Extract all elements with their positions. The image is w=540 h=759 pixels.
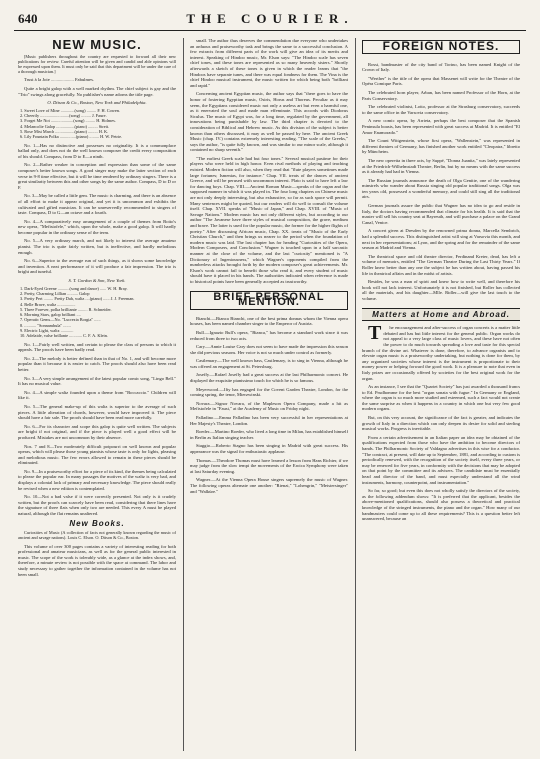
column-rule: [355, 38, 356, 751]
paragraph: No. 4—A simple waltz founded upon a theme from "Boccaccio." Children will like it.: [18, 389, 176, 401]
list-item: 9. Electric Light, waltz ............: [20, 328, 74, 333]
list-item: 4. Melancolie Galop .................(piano) ......... Streit.: [20, 123, 110, 129]
mention-item: Castlemary.—The well known bass, Castlemary, is to sing in Vienna, although he was offered an engagement at St. Petersburg.: [190, 358, 348, 369]
note-item: The theatrical space and old theatre director, Ferdinand Kreier, dead, has left a volume of memoirs, entitled "The German Theatre During the Last Thirty Years." If Roller knew better than any one the subject he has written about, having passed his life in theatrical affairs and in the midst of artists.: [362, 253, 520, 276]
paragraph: No. 1—Has no distinctive and possesses no originality. It is a commonplace ballad only, and does not do the well known composer the credit every composition of his should. Compass, from D to E—a ninth.: [18, 142, 176, 159]
paragraph: Nos. 7 and 8—Two moderately difficult potpourri on well known and popular operas, which will please those young pianists whose taste is only for lights, pleasing and melodious music. The few errors allowed to remain in these pieces should be eliminated.: [18, 443, 176, 466]
music-list: [20, 108, 176, 140]
paragraph: No. 10—Not a bad valse if it were correctly presented. Not only is it crudely written, but the proofs can scarcely have been read, considering that there lines have the signature of three flats when only two are needed. This every A must be played natural, although the flat remains unaltered.: [18, 494, 176, 517]
mention-item: Joseffy.—Rafael Joseffy had a great success at the last Philharmonic concert. He displayed the exquisite pianissimo touch for which he is so famous.: [190, 372, 348, 384]
note-item: Rossi, bandmaster of the city band of Torino, has been named Knight of the Crown of Italy.: [362, 61, 520, 73]
paragraph: But, on this very account, the significance of the fact is greater, and indicates the growth of Italy in a direction which can only deepen its desire for solid and sterling musical works. Progress is inevitable.: [362, 415, 520, 432]
paragraph: No. 5—A very ordinary march, and not likely to interest the average amateur pianist. The trio is quite fairly written, but is ineffective, and hardly melodious enough.: [18, 238, 176, 255]
mention-item: Meyerwood.—Ifty has engaged for the Covent Garden Theatre, London, for the coming spring, the tenor, Mierzwinski.: [190, 386, 348, 398]
editor-note: [Music publishers throughout the country are requested to forward all their new publications for review. Careful attention will be given and candid and able opinions will be expressed upon them. It must only be said that this department will be under the care of a thorough musician.]: [18, 53, 176, 75]
paragraph: No. 3—May be called a little gem. The music is charming, and there is an absence of all effort to make it appear original, and yet it is uncommon and exhibits the cultivated and gifted musician. It can be unreservedly recommended to singers of taste. Compass, D to G—an octave and a fourth.: [18, 193, 176, 216]
page-number: 640: [18, 11, 38, 26]
paragraph: No. 3—A very simple arrangement of the latest popular comic song, "Lingo Bell." It has no musical value.: [18, 375, 176, 387]
list-item: 3. Pretty Pert ......... Pretty Dah, waltz ....(piano) ...... J. J. Freeman.: [20, 296, 135, 302]
paragraph: [362, 322, 520, 381]
paragraph: No. 5—The general make-up of this waltz is superior to the average of such pieces. A little alteration of chords, however, would have improved it. The piece should have a fair sale. The proofs should have been read more carefully.: [18, 403, 176, 421]
column-3: [362, 38, 520, 751]
mention-item: Staggio.—Roberto Stagno has been singing in Madrid with great success. His appearance was the signal for enthusiastic applause.: [190, 443, 348, 454]
list-item: 7. Operatic Gems—No. "Lucrezia Borgia" ......: [20, 317, 101, 323]
book-citation: Curiosities of Music (A collection of facts not generally known regarding the music of ancient and savage nations). Louis C. Elson. O. Ditson & Co., Boston.: [18, 530, 176, 541]
paragraph: No. 6—For its character and scope this galop is quite well written. The subjects are bright if not original, and if the piece is played well a good effect will be produced. Mistakes are not uncommon by their absence.: [18, 423, 176, 440]
paragraph: small. The author thus deserves the commendation due everyone who undertakes an arduous and praiseworthy task and brings the same to a successful conclusion. A few extracts from different parts of the work will give an idea of its merits and interest. Speaking of Hindoo music, Mr. Elson says: "The Hindoo scale has seven chief tones, and these tones are represented as so many heavenly sisters." Shortly afterwards a sketch of these tones is given in which the reader learns that "the Hindoos have separate tunes, and there was equal fondness for them. The Vina is the chief Hindoo musical instrument, the music written for which being both "brilliant and rapid.": [190, 38, 348, 88]
list-item: 2. Pretty, Charming Lillian .......... Galop: [20, 290, 90, 296]
paragraph: No. 9—In a praiseworthy effort for a piece of its kind, the themes being calculated to please the popular ear. In many passages the motives of the waltz is very bad, and displays a colonial lack of primary and necessary knowledge. The piece should really be revised when a new edition is contemplated.: [18, 468, 176, 491]
masthead: THE COURIER.: [186, 11, 354, 26]
music-list: [20, 286, 176, 339]
list-item: 2. Cheerily ...........................(song) ......... J. Faure.: [20, 113, 107, 119]
paragraph: So far, so good; but even this does not wholly satisfy the directors of the society, as the following addendum shows: "It is preferred that the applicant, besides the above-mentioned qualifications, should also possess a theoretical and practical knowledge of the stringed instruments, the piano and the organ." How many of our bandmasters could come up to all these requirements? This is a question better left unanswered, because an: [362, 488, 520, 522]
list-item: 3. Forget Me Not .....................(song) ......... H. Holmes.: [20, 118, 116, 124]
list-item: 4. Belle Brave, waltz .................: [20, 301, 76, 307]
paragraph: This volume of over 300 pages contains a variety of interesting reading for both professional and amateur musicians, as well as for the general public interested in music. The scope of the work is tolerably wide, as a glance at the index shows, and, therefore, a minute review is not possible with the space at command. The labor and study necessary to gather together the information contained in the volume has not been small.: [18, 543, 176, 577]
note-item: The new operetta in three acts, by Suppé, "Donna Juanita," was lately represented at the Friedrich-Wilhelmstadt Theatre, Berlin, but by no means with the same success as it already had had in Vienna.: [362, 157, 520, 175]
note-item: German journals assure the public that Wagner has no idea to go and reside in Italy, the doctors having recommended that climate for his health. It is said that the master will sell his country seat at Bayreuth, and will purchase a palace on the Grand Canal, Venice.: [362, 203, 520, 225]
list-item: 6. Lily Fountain Polka ...............(piano) ......... H. W. Petrie.: [20, 134, 123, 140]
note-item: The Count Wittgenstein, whose first opera, "Wallenstein," was represented in different theatres of Germany, has finished another work entitled "Cleopatra," libretto by Müncheim.: [362, 138, 520, 155]
note-item: The celebrated horn player, Arban, has been named Professor of the Horn, at the Paris Conservatory.: [362, 89, 520, 101]
column-2: [190, 38, 348, 751]
mention-item: Bull.—Ignazio Bull's opera, "Bianca," has become a standard work since it was reduced from three to two acts.: [190, 329, 348, 341]
new-music-heading: NEW MUSIC.: [52, 38, 142, 52]
note-item: The Russian journals announce the death of Olga Genitte, one of the wandering minstrels who wander about Russia singing old popular traditional songs. Olga was ten years old, possessed a wonderful memory, and could still sing all the traditional airs.: [362, 177, 520, 200]
mention-item: Roeder.—Martino Roeder, who lived a long time in Milan, has established himself in Berlin as Italian singing teacher.: [190, 429, 348, 440]
list-item: 1. Dark-Eyed Greene ...........(song and dance) ...... W. H. Bray.: [20, 285, 128, 291]
paragraph: No. 2—The melody is better defined than in that of No. 1, and will become more popular than it because it is easier to catch. The proofs should also have been read better.: [18, 355, 176, 372]
personal-mention-heading: BRIEF PERSONAL MENTION.: [190, 291, 348, 310]
new-books-heading: New Books.: [69, 518, 125, 528]
publisher-heading: O. Ditson & Co., Boston, New York and Philadelphia.: [47, 100, 147, 106]
mention-item: Novara.—Signor Novara, of the Mapleson Opera Company, made a hit as Mefistofele in "Faust," at the Academy of Music on Friday night.: [190, 400, 348, 412]
list-item: 5. Three Forever, polka brilliante ......... R. Schneider.: [20, 306, 112, 312]
paragraph: No. 6—Superior to the average run of such things, as it shows some knowledge and invention. A neat performance of it will produce a fair impression. The trio is bright and tuneful.: [18, 258, 176, 275]
mention-item: Thomas.—Theodore Thomas must have learned a lesson from Hans Richter, if we may judge from the slow tempi the movements of the Eroica Symphony were taken at last Saturday evening.: [190, 457, 348, 474]
foreign-notes-heading: FOREIGN NOTES.: [362, 40, 520, 54]
page-header: [14, 8, 526, 31]
paragraph: "The earliest Greek scale had but four tones." Several musical pastime for their players who were held in high honor. Even rival methods of playing and teaching existed. Modern fiction will also, when they read that "flute players sometimes made large fortunes; Ismenias, for instance." Chap. VII. treats of the dances of ancient Greece, and will be perused with uncommon interest. Plato is said to have left a law for dancing boys. Chap. VIII.—Ancient Roman Music—speaks of the organ and the supposed manner in which it was played in. The four long chapters on Chinese music are not only deeply interesting, but also exhaustive, so far as such space will permit. Many sentences might be quoted, but our readers will do well to consult the volume itself. Chap. XVII. speaks of "Music of Japan," and Chap. XVIII. of "Music of Savage Nations." Modern music has not only different styles, but according to our author "The Javanese have three styles of musical composition, the grave, medium and brave. The latter is used for the popular music, the former for the higher flights of poetry." After discussing African music, Chap. XX. treats of "Music of the Early Christian Church," and then brings us nearer to the period when the foundation of modern music was laid. The last chapter has for heading "Curiosities of the Opera, Modern Composers, and Conclusion." Wagner is touched upon in a half sarcastic manner at the close of the volume, and the last "curiosity" mentioned is "A Dictionary of Ingeniousness," which Wagner's opponents compiled from the numberless attacks brought forth by the modern composer's great achievements. Mr. Elson's work cannot fail to benefit those who read it, and every student of music should have it placed in his hands. The authorities indicated when reference is made to historical points have been generally accepted as trustworthy.: [190, 155, 348, 284]
column-1: [18, 38, 176, 751]
matters-heading: Matters at Home and Abroad.: [362, 308, 520, 322]
mention-item: Cary.—Annie Louise Cary does not seem to have made the impression this season she did previous seasons. Her voice is not so much under control as formerly.: [190, 344, 348, 355]
paragraph: No. 4—A comparatively easy arrangement of a couple of themes from Boito's new opera, "Mefistofele," which, upon the whole, make a good galop. It will hardly become popular in the ordinary sense of the term.: [18, 218, 176, 235]
paragraph: No. 2—Rather weaker in conception and expression than some of the same composer's better known songs. A good singer may make the latter section of each verse in 9-8 time effective, but it will be time rendered by ordinary singers. There is a great similarity between this and other songs by the same author. Compass, D to D or F.: [18, 162, 176, 190]
paragraph: Quite a bright galop with a well marked rhythm. The chief subject is gay and the "Trio" swings along gracefully. No publisher's name adorns the title page.: [18, 86, 176, 97]
note-item: A new comic opera, by Arrieta, perhaps the best composer that the Spanish Peninsula boasts, has been represented with great success at Madrid. It is entitled "El Amor Enamorado.": [362, 118, 520, 135]
note-item: The celebrated violinist, Lotto, professor at the Strasburg conservatory, succeeds to the same office in the Varsovia conservatory.: [362, 104, 520, 115]
mention-item: Palladino.—Emma Palladino has been very successful in her representations at Her Majesty's Theatre, London.: [190, 415, 348, 426]
mention-item: Bianchi.—Bianca Bianchi, one of the best prima donnas whom the Vienna opera houses, has been named chamber singer to the Emperor of Austria.: [190, 315, 348, 327]
paragraph: From a certain advertisement in an Italian paper an idea may be obtained of the qualifications expected from those who have the ambition to become directors of bands. The Philharmonic Society of Valdagno advertises in this wise for a conductor. "The contract, at present, will date up to September, 1881, and according to custom is periodically renewed, with the recognition of the society itself, every three years, or may be renewed for five years, in conformity with the decisions that may be adopted on that point by the committee and its advisers. The candidate must be essentially head and director of the band, and must especially understand all the wind instruments, harmony, counterpoint, and instrumentation.": [362, 434, 520, 485]
paragraph-text: he encouragement and after-success of organ concerts is a matter little debated and has but little interest for the general public. Organ works do not appeal to a very large class of music lovers, and these have not often the power to do much towards spreading a love and taste for this special branch of the divine art. Whatever is done, therefore, to advance organists and to elevate organ music is a praiseworthy undertaking, but nothing is done for them, by any organized societies whose interest is the instrument is proportionate to their money power or helping forward the good work. It is a pleasure to note that even in Italy prizes are occasionally offered by societies for the best original work for the organ.: [362, 325, 520, 381]
paragraph: Concerning ancient Egyptian music, the author says that "there goes to have the honor of fostering Egyptian music, Osiris, Horus and Thoreus. Peculiar as it may seem, the Egyptians considered music not only a useless art but even a harmful one, as it enervated the soul and made man effeminate. This accords with Diodorus Siculus. The music of Egypt was, for a long time, regulated by the government, all innovations being punishable by law. The third chapter is devoted to the consideration of Biblical and Hebrew music. As this division of the subject is better known than others discussed, it may as well be passed by here. The ancient Greek Music (chap. IV.) contains extremely interesting reading. "The scale of the Greeks," says the author, "is quite fully known, and was similar to our minor scale, although it contained no sharp seventh.": [190, 91, 348, 153]
note-item: Besides, he was a man of spirit and knew how to write well, and therefore his book will not lack interest. Unfortunately it is not finished, but Roller has collected all the materials, and his daughter—Mlle. Ridler—will give the last touch to the volume.: [362, 279, 520, 301]
note-item: "Werther" is the title of the opera that Massenet will write for the Theatre of the Opéra Comique Paris.: [362, 75, 520, 87]
list-item: 8. ........... "Sonnambula" .......: [20, 322, 71, 328]
list-item: 10. Adelaide, valse brillante ............ C. F. A. Klein.: [20, 333, 108, 339]
paragraph: No. 1—Fairly well written, and certain to please the class of persons to which it appeals. The proofs have been badly read.: [18, 341, 176, 353]
mention-item: Wagner.—At the Vienna Opera House singers supremely the music of Wagner. The following operas alternate one another: "Rienzi," "Lohengrin," "Meistersinger" and "Walküre.": [190, 477, 348, 494]
list-item: 5. Rose Mist March ..................(piano) ......... H. K.: [20, 128, 109, 134]
list-item: 6. Morning Stars, galop brilliant ....: [20, 312, 81, 318]
drop-cap: T: [368, 322, 382, 345]
note-item: A concert given at Dresden by the renowned prima donna, Marcella Sembrich, had a splendid success. This distinguished artist will sing at Varsovia this month, and next in her representations; at Lyon, and the spring and for the remainder of the same season at Madrid and Vienna.: [362, 228, 520, 251]
publisher-heading: S. T. Gordon & Son, New York.: [68, 278, 126, 284]
paragraph: As an instance, I see that the "Quartet Society" has just awarded a thousand francs to Ed. Prudhomme for the best "organ sonata with fugue." In Germany or England, where the organ is so much more studied and esteemed, such a fact would not create the same surprise as when it happens in a country in which one but very few good modern organs.: [362, 384, 520, 412]
list-item: 1. Sweet Love of Mine .............(song) ......... F. H. Cowen.: [20, 107, 121, 113]
paragraph: Trust à la Joie .................... Fabulmes.: [24, 77, 95, 83]
column-rule: [183, 38, 184, 751]
